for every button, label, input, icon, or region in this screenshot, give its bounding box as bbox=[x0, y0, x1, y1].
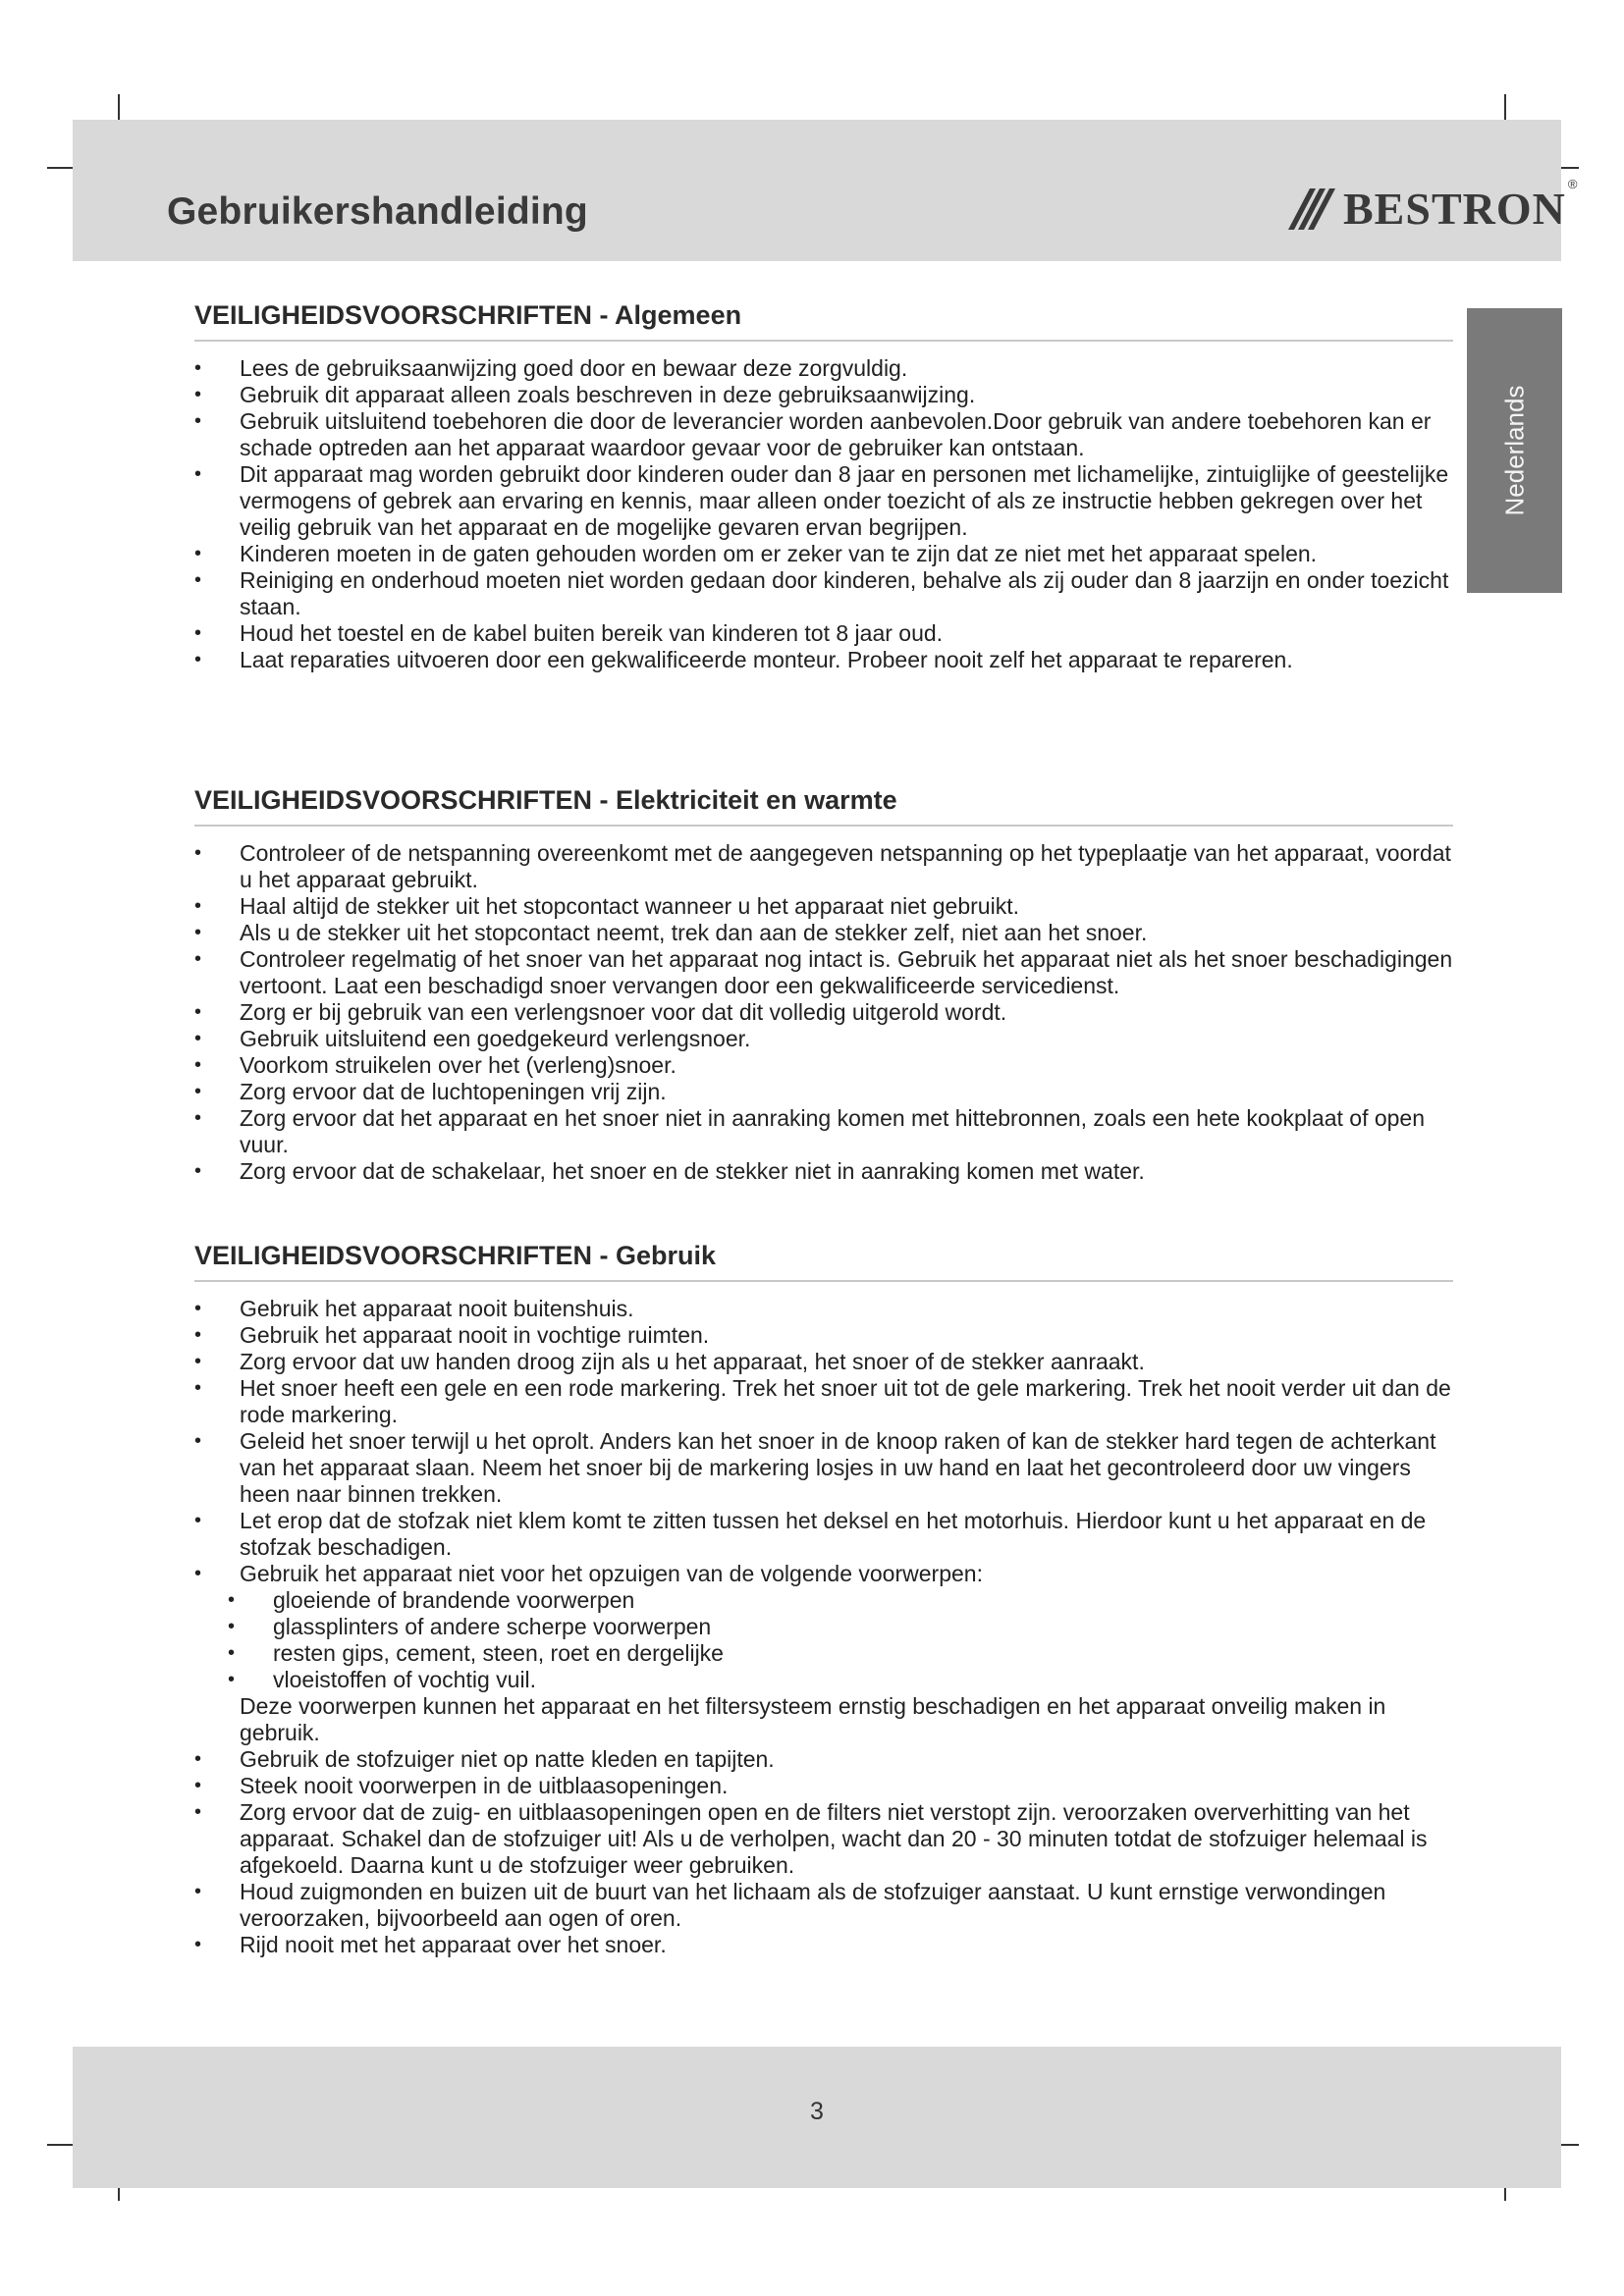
list-item: • Houd het toestel en de kabel buiten bereik van kinderen tot 8 jaar oud. bbox=[194, 620, 1453, 647]
list-item: • Steek nooit voorwerpen in de uitblaasopeningen. bbox=[194, 1773, 1453, 1799]
list-item: • Haal altijd de stekker uit het stopcontact wanneer u het apparaat niet gebruikt. bbox=[194, 893, 1453, 920]
sub-list-item: • vloeistoffen of vochtig vuil. bbox=[194, 1667, 1453, 1693]
list-item: • Gebruik de stofzuiger niet op natte kleden en tapijten. bbox=[194, 1746, 1453, 1773]
bullet-list bbox=[194, 1296, 1453, 1958]
list-item: • Geleid het snoer terwijl u het oprolt. Anders kan het snoer in de knoop raken of kan de stekker hard tegen de achterkant van het apparaat slaan. Neem het snoer bij de markering losjes in uw hand en laat het gecontroleerd door uw vingers heen naar binnen trekken. bbox=[194, 1428, 1453, 1508]
brand-wordmark: BESTRON bbox=[1343, 184, 1566, 234]
language-tab bbox=[1467, 308, 1562, 593]
list-item: • Let erop dat de stofzak niet klem komt te zitten tussen het deksel en het motorhuis. Hierdoor kunt u het apparaat en de stofzak beschadigen. bbox=[194, 1508, 1453, 1561]
list-item: • Houd zuigmonden en buizen uit de buurt van het lichaam als de stofzuiger aanstaat. U kunt ernstige verwondingen veroorzaken, bijvoorbeeld aan ogen of oren. bbox=[194, 1879, 1453, 1932]
list-item: • Dit apparaat mag worden gebruikt door kinderen ouder dan 8 jaar en personen met lichamelijke, zintuiglijke of geestelijke vermogens of gebrek aan ervaring en kennis, maar alleen onder toezicht of als ze instructie hebben gekregen over het veilig gebruik van het apparaat en de mogelijke gevaren ervan begrijpen. bbox=[194, 461, 1453, 541]
sub-list-item: • gloeiende of brandende voorwerpen bbox=[194, 1587, 1453, 1614]
section-heading: VEILIGHEIDSVOORSCHRIFTEN - Gebruik bbox=[194, 1241, 1453, 1282]
footer-band bbox=[73, 2047, 1561, 2188]
list-note: Deze voorwerpen kunnen het apparaat en het filtersysteem ernstig beschadigen en het apparaat onveilig maken in gebruik. bbox=[240, 1693, 1386, 1745]
list-item: • Gebruik het apparaat nooit buitenshuis. bbox=[194, 1296, 1453, 1322]
page-number: 3 bbox=[810, 2098, 824, 2125]
list-item: • Zorg ervoor dat de schakelaar, het snoer en de stekker niet in aanraking komen met water. bbox=[194, 1158, 1453, 1185]
list-item: • Voorkom struikelen over het (verleng)snoer. bbox=[194, 1052, 1453, 1079]
section-use bbox=[194, 1241, 1453, 1958]
list-item: • Zorg ervoor dat de zuig- en uitblaasopeningen open en de filters niet verstopt zijn. veroorzaken oververhitting van het apparaat. Schakel dan de stofzuiger uit! Als u de verholpen, wacht dan 20 - 30 minuten totdat de stofzuiger helemaal is afgekoeld. Daarna kunt u de stofzuiger weer gebruiken. bbox=[194, 1799, 1453, 1879]
list-item: • Gebruik het apparaat nooit in vochtige ruimten. bbox=[194, 1322, 1453, 1349]
section-electricity bbox=[194, 785, 1453, 1185]
list-item: • Zorg er bij gebruik van een verlengsnoer voor dat dit volledig uitgerold wordt. bbox=[194, 999, 1453, 1026]
sub-list-item: • glassplinters of andere scherpe voorwerpen bbox=[194, 1614, 1453, 1640]
list-item: • Zorg ervoor dat het apparaat en het snoer niet in aanraking komen met hittebronnen, zoals een hete kookplaat of open vuur. bbox=[194, 1105, 1453, 1158]
list-item: • Gebruik uitsluitend een goedgekeurd verlengsnoer. bbox=[194, 1026, 1453, 1052]
section-heading: VEILIGHEIDSVOORSCHRIFTEN - Elektriciteit en warmte bbox=[194, 785, 1453, 827]
list-item: • Rijd nooit met het apparaat over het snoer. bbox=[194, 1932, 1453, 1958]
list-item: • Zorg ervoor dat de luchtopeningen vrij zijn. bbox=[194, 1079, 1453, 1105]
list-item: • Reiniging en onderhoud moeten niet worden gedaan door kinderen, behalve als zij ouder dan 8 jaarzijn en onder toezicht staan. bbox=[194, 567, 1453, 620]
sub-list-item: • resten gips, cement, steen, roet en dergelijke bbox=[194, 1640, 1453, 1667]
logo-chevron-icon bbox=[1286, 187, 1337, 232]
list-item: • Controleer regelmatig of het snoer van het apparaat nog intact is. Gebruik het apparaat niet als het snoer beschadigingen vertoont. Laat een beschadigd snoer vervangen door een gekwalificeerde servicedienst. bbox=[194, 946, 1453, 999]
section-heading: VEILIGHEIDSVOORSCHRIFTEN - Algemeen bbox=[194, 300, 1453, 342]
bullet-list bbox=[194, 355, 1453, 673]
page-title: Gebruikershandleiding bbox=[167, 190, 588, 233]
section-general bbox=[194, 300, 1453, 673]
list-item: • Kinderen moeten in de gaten gehouden worden om er zeker van te zijn dat ze niet met het apparaat spelen. bbox=[194, 541, 1453, 567]
bullet-list bbox=[194, 840, 1453, 1185]
registered-mark: ® bbox=[1567, 177, 1578, 191]
language-tab-label: Nederlands bbox=[1499, 385, 1529, 516]
list-item: • Het snoer heeft een gele en een rode markering. Trek het snoer uit tot de gele markering. Trek het nooit verder uit dan de rode markering. bbox=[194, 1375, 1453, 1428]
list-item: • Gebruik het apparaat niet voor het opzuigen van de volgende voorwerpen: bbox=[194, 1561, 1453, 1587]
list-item: • Als u de stekker uit het stopcontact neemt, trek dan aan de stekker zelf, niet aan het snoer. bbox=[194, 920, 1453, 946]
list-item: • Lees de gebruiksaanwijzing goed door en bewaar deze zorgvuldig. bbox=[194, 355, 1453, 382]
list-item: • Zorg ervoor dat uw handen droog zijn als u het apparaat, het snoer of de stekker aanraakt. bbox=[194, 1349, 1453, 1375]
list-item: • Laat reparaties uitvoeren door een gekwalificeerde monteur. Probeer nooit zelf het apparaat te repareren. bbox=[194, 647, 1453, 673]
list-item: • Controleer of de netspanning overeenkomt met de aangegeven netspanning op het typeplaatje van het apparaat, voordat u het apparaat gebruikt. bbox=[194, 840, 1453, 893]
header-band bbox=[73, 120, 1578, 261]
brand-logo bbox=[1286, 177, 1577, 232]
list-item: • Gebruik uitsluitend toebehoren die door de leverancier worden aanbevolen.Door gebruik van andere toebehoren kan er schade optreden aan het apparaat waardoor gevaar voor de gebruiker kan ontstaan. bbox=[194, 408, 1453, 461]
list-item: • Gebruik dit apparaat alleen zoals beschreven in deze gebruiksaanwijzing. bbox=[194, 382, 1453, 408]
